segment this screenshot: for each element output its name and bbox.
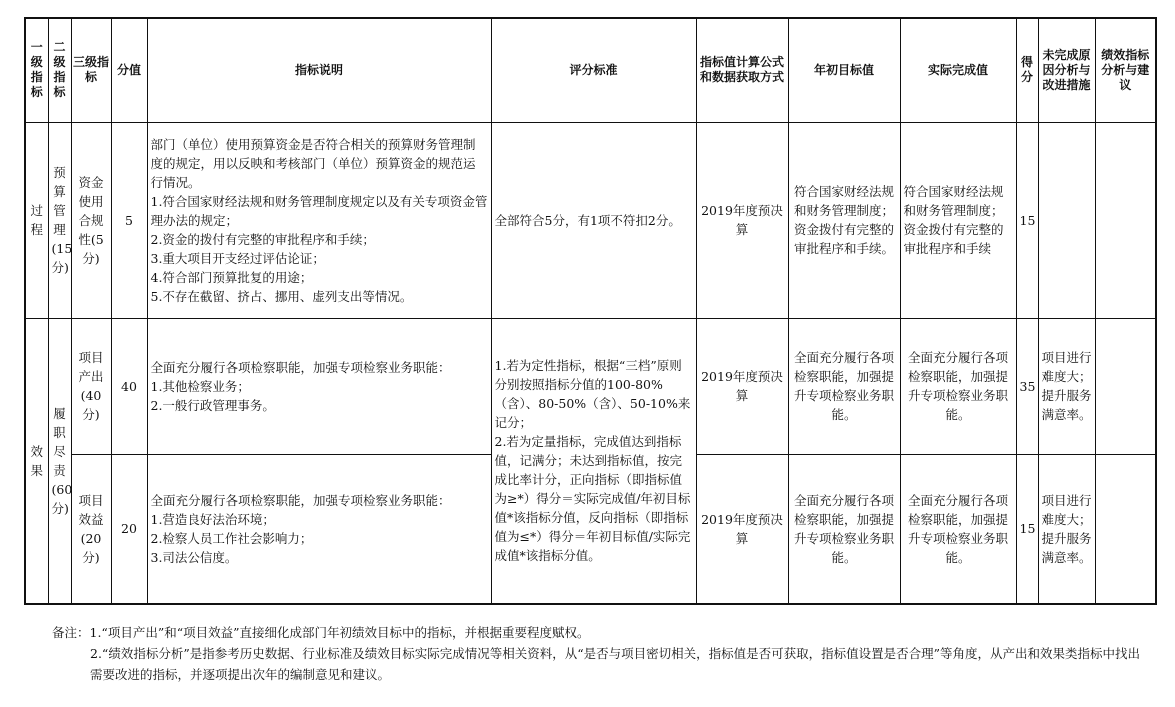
score-cell: 15 [1016,454,1038,604]
score-cell: 35 [1016,318,1038,454]
header-reason: 未完成原因分析与改进措施 [1038,18,1095,122]
header-level1: 一级指标 [25,18,48,122]
header-target: 年初目标值 [788,18,900,122]
level1-cell: 效果 [25,318,48,604]
level2-cell: 预算管理(15分) [48,122,71,318]
formula-cell: 2019年度预决算 [696,454,788,604]
reason-cell: 项目进行难度大；提升服务满意率。 [1038,454,1095,604]
reason-cell: 项目进行难度大；提升服务满意率。 [1038,318,1095,454]
formula-cell: 2019年度预决算 [696,122,788,318]
header-description: 指标说明 [147,18,491,122]
criteria-cell: 1.若为定性指标，根据“三档”原则分别按照指标分值的100-80%（含）、80-50%（含）、50-10%来记分； 2.若为定量指标，完成值达到指标值，记满分；未达到指标值，按完成比率计分，正向指标（即指标值为≥*）得分＝实际完成值/年初目标值*该指标分值，反向指标（即指标值为≤*）得分＝年初目标值/实际完成值*该指标分值。 [491,318,696,604]
target-cell: 全面充分履行各项检察职能，加强提升专项检察业务职能。 [788,318,900,454]
level3-cell: 项目产出(40分) [71,318,111,454]
score-value-cell: 20 [111,454,147,604]
actual-cell: 符合国家财经法规和财务管理制度；资金拨付有完整的审批程序和手续 [900,122,1016,318]
level3-cell: 资金使用合规性(5分) [71,122,111,318]
reason-cell [1038,122,1095,318]
suggestion-cell [1095,454,1156,604]
footnote-1: 备注：1.“项目产出”和“项目效益”直接细化成部门年初绩效目标中的指标，并根据重要程度赋权。 [52,625,590,640]
level3-cell: 项目效益(20分) [71,454,111,604]
score-value-cell: 5 [111,122,147,318]
header-level3: 三级指标 [71,18,111,122]
header-score-value: 分值 [111,18,147,122]
description-cell: 全面充分履行各项检察职能，加强专项检察业务职能： 1.营造良好法治环境； 2.检察人员工作社会影响力； 3.司法公信度。 [147,454,491,604]
target-cell: 符合国家财经法规和财务管理制度；资金拨付有完整的审批程序和手续。 [788,122,900,318]
level2-cell: 履职尽责(60分) [48,318,71,604]
description-cell: 全面充分履行各项检察职能，加强专项检察业务职能： 1.其他检察业务； 2.一般行政管理事务。 [147,318,491,454]
actual-cell: 全面充分履行各项检察职能，加强提升专项检察业务职能。 [900,318,1016,454]
score-value-cell: 40 [111,318,147,454]
header-formula: 指标值计算公式和数据获取方式 [696,18,788,122]
header-suggestion: 绩效指标分析与建议 [1095,18,1156,122]
header-criteria: 评分标准 [491,18,696,122]
header-actual: 实际完成值 [900,18,1016,122]
target-cell: 全面充分履行各项检察职能，加强提升专项检察业务职能。 [788,454,900,604]
header-level2: 二级指标 [48,18,71,122]
suggestion-cell [1095,318,1156,454]
header-score: 得分 [1016,18,1038,122]
criteria-cell: 全部符合5分，有1项不符扣2分。 [491,122,696,318]
score-cell: 15 [1016,122,1038,318]
table-row [25,318,1156,454]
actual-cell: 全面充分履行各项检察职能，加强提升专项检察业务职能。 [900,454,1016,604]
footnote-2: 2.“绩效指标分析”是指参考历史数据、行业标准及绩效目标实际完成情况等相关资料，从“是否与项目密切相关，指标值是否可获取，指标值设置是否合理”等角度，从产出和效果类指标中找出需要改进的指标，并逐项提出次年的编制意见和建议。 [90,646,1140,682]
performance-table [24,17,1157,605]
table-row [25,122,1156,318]
formula-cell: 2019年度预决算 [696,318,788,454]
level1-cell: 过程 [25,122,48,318]
header-row [25,18,1156,122]
footnotes [52,622,1152,685]
description-cell: 部门（单位）使用预算资金是否符合相关的预算财务管理制度的规定，用以反映和考核部门（单位）预算资金的规范运行情况。 1.符合国家财经法规和财务管理制度规定以及有关专项资金管理办法的规定； 2.资金的拨付有完整的审批程序和手续； 3.重大项目开支经过评估论证； 4.符合部门预算批复的用途； 5.不存在截留、挤占、挪用、虚列支出等情况。 [147,122,491,318]
suggestion-cell [1095,122,1156,318]
